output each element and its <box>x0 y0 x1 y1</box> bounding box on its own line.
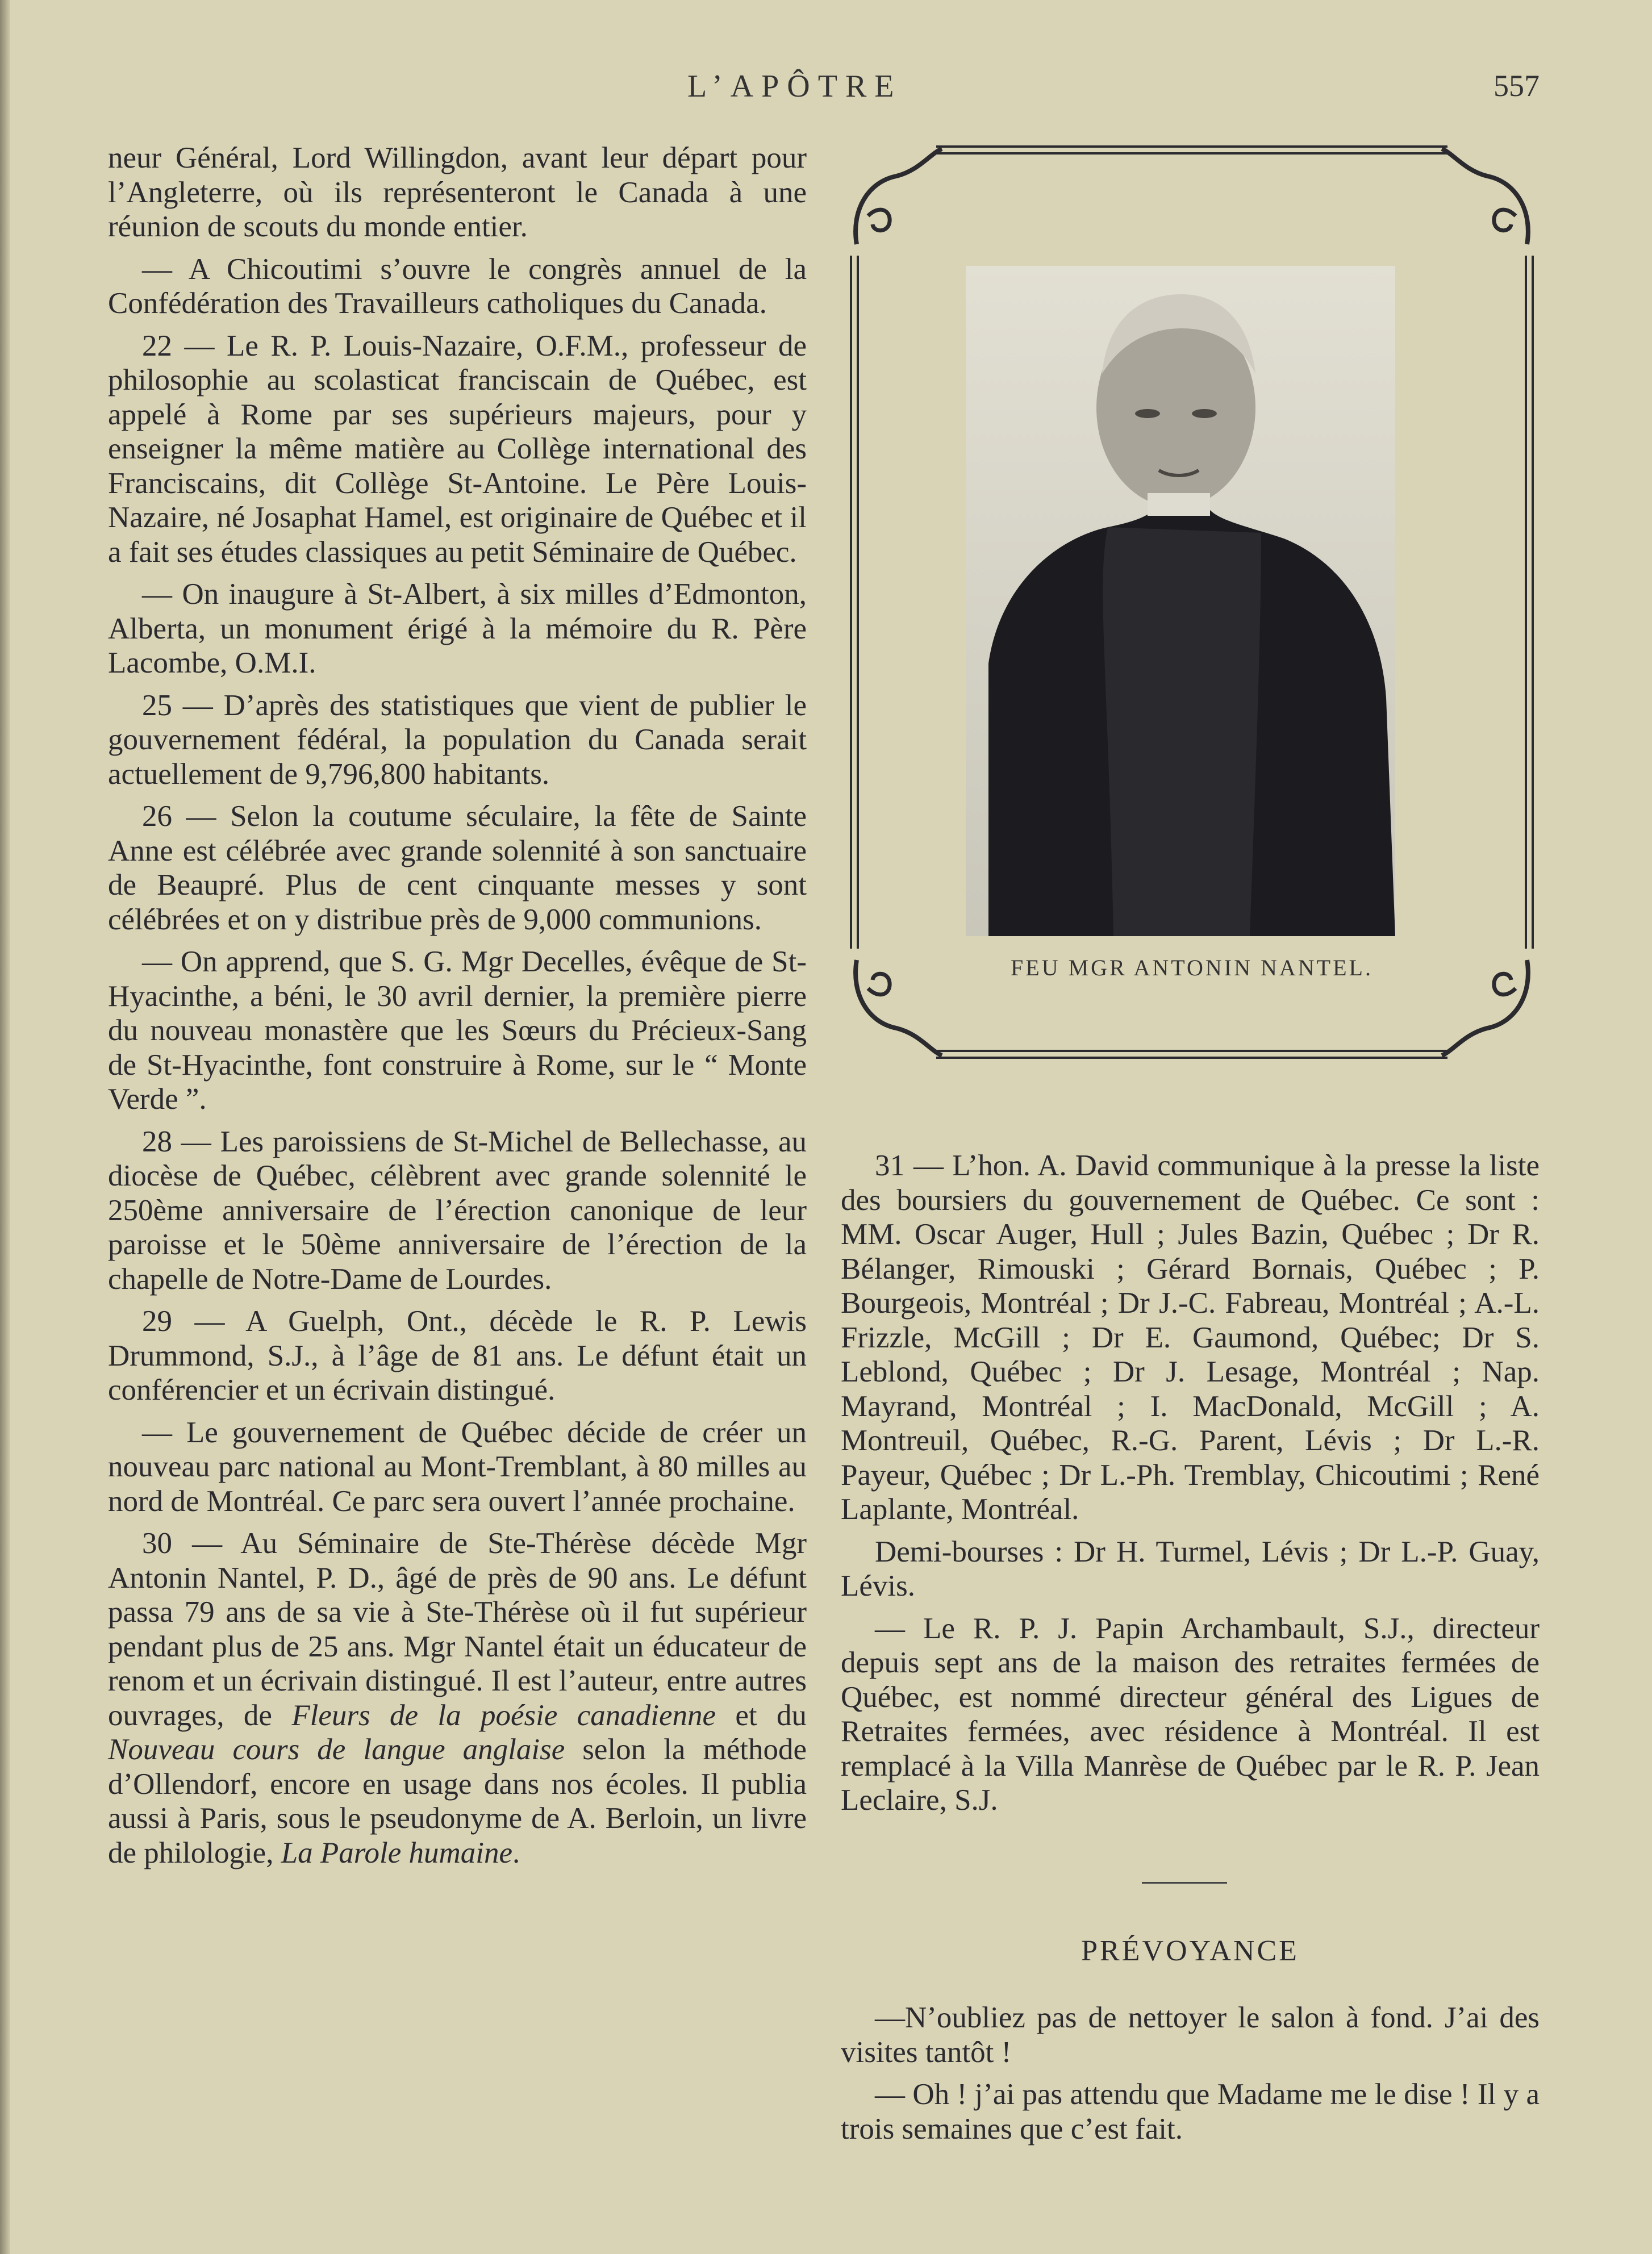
paragraph: Demi-bourses : Dr H. Turmel, Lévis ; Dr L.-P. Guay, Lévis. <box>841 1535 1540 1602</box>
dialogue-line: — Oh ! j’ai pas attendu que Madame me le dise ! Il y a trois semaines que c’est fait. <box>841 2078 1540 2146</box>
book-title: Fleurs de la poésie canadienne <box>291 1698 716 1732</box>
paragraph: 28 — Les paroissiens de St-Michel de Bellechasse, au diocèse de Québec, célèbrent avec grande solennité le 250ème anniversaire de l’érection canonique de leur paroisse et le 50ème anniversaire de l’érection de la chapelle de Notre-Dame de Lourdes. <box>108 1125 807 1296</box>
left-column <box>108 141 807 1878</box>
book-title: Nouveau cours de langue anglaise <box>108 1733 565 1766</box>
paragraph: — On apprend, que S. G. Mgr Decelles, évêque de St-Hyacinthe, a béni, le 30 avril dernier, la première pierre du nouveau monastère que les Sœurs du Précieux-Sang de St-Hyacinthe, font construire à Rome, sur le “ Monte Verde ”. <box>108 945 807 1116</box>
paragraph: — Le gouvernement de Québec décide de créer un nouveau parc national au Mont-Tremblant, à 80 milles au nord de Montréal. Ce parc sera ouvert l’année prochaine. <box>108 1416 807 1518</box>
paragraph: 29 — A Guelph, Ont., décède le R. P. Lewis Drummond, S.J., à l’âge de 81 ans. Le défunt était un conférencier et un écrivain distingué. <box>108 1305 807 1406</box>
section-heading: PRÉVOYANCE <box>1081 1935 1299 1967</box>
paragraph: 26 — Selon la coutume séculaire, la fête de Sainte Anne est célébrée avec grande solennité à son sanctuaire de Beaupré. Plus de cent cinquante messes y sont célébrées et on y distribue près de 9,000 communions. <box>108 800 807 936</box>
page-binding-edge <box>0 0 10 2254</box>
running-title: L’APÔTRE <box>687 69 902 104</box>
paragraph: — A Chicoutimi s’ouvre le congrès annuel de la Confédération des Travailleurs catholiques du Canada. <box>108 252 807 320</box>
paragraph: — Le R. P. J. Papin Archambault, S.J., directeur depuis sept ans de la maison des retraites fermées de Québec, est nommé directeur général des Ligues de Retraites fermées, avec résidence à Montréal. Il est remplacé à la Villa Manrèse de Québec par le R. P. Jean Leclaire, S.J. <box>841 1612 1540 1817</box>
portrait-photo <box>966 266 1395 936</box>
portrait-figure <box>966 266 1395 936</box>
paragraph: neur Général, Lord Willingdon, avant leur départ pour l’Angleterre, où ils représenteront le Canada à une réunion de scouts du monde entier. <box>108 141 807 243</box>
paragraph: — On inaugure à St-Albert, à six milles d’Edmonton, Alberta, un monument érigé à la mémoire du R. Père Lacombe, O.M.I. <box>108 578 807 679</box>
page-header <box>653 62 1540 108</box>
page-number: 557 <box>1494 69 1540 103</box>
portrait-frame <box>845 142 1538 1068</box>
paragraph-nantel <box>108 1526 807 1870</box>
text-run: selon la méthode d’Ollendorf, encore en usage dans nos écoles. Il publia aussi à Paris, sous le pseudonyme de A. Berloin, un livre de philologie, <box>108 1733 807 1869</box>
text-run: . <box>512 1836 520 1869</box>
text-run: 30 — Au Séminaire de Ste-Thérèse décède Mgr Antonin Nantel, P. D., âgé de près de 90 ans. Le défunt passa 79 ans de sa vie à Ste-Thérèse où il fut supérieur pendant plus de 25 ans. Mgr Nantel était un éducateur de renom et un écrivain distingué. Il est l’auteur, entre autres ouvrages, de <box>108 1527 807 1732</box>
portrait-caption: FEU MGR ANTONIN NANTEL. <box>1011 955 1373 980</box>
dialogue-line: —N’oubliez pas de nettoyer le salon à fond. J’ai des visites tantôt ! <box>841 2001 1540 2069</box>
right-column <box>841 1149 1540 1826</box>
paragraph: 22 — Le R. P. Louis-Nazaire, O.F.M., professeur de philosophie au scolasticat franciscain de Québec, est appelé à Rome par ses supérieurs majeurs, pour y enseigner la même matière au Collège international des Franciscains, dit Collège St-Antoine. Le Père Louis-Nazaire, né Josaphat Hamel, est originaire de Québec et il a fait ses études classiques au petit Séminaire de Québec. <box>108 329 807 569</box>
section-divider <box>1142 1882 1227 1884</box>
paragraph: 31 — L’hon. A. David communique à la presse la liste des boursiers du gouvernement de Québec. Ce sont : MM. Oscar Auger, Hull ; Jules Bazin, Québec ; Dr R. Bélanger, Rimouski ; Gérard Bornais, Québec ; P. Bourgeois, Montréal ; Dr J.-C. Fabreau, Montréal ; A.-L. Frizzle, McGill ; Dr E. Gaumond, Québec; Dr S. Leblond, Québec ; Dr J. Lesage, Montréal ; Nap. Mayrand, Montréal ; I. MacDonald, McGill ; A. Montreuil, Québec, R.-G. Parent, Lévis ; Dr L.-R. Payeur, Québec ; Dr L.-Ph. Tremblay, Chicoutimi ; René Laplante, Montréal. <box>841 1149 1540 1526</box>
text-run: et du <box>716 1698 807 1732</box>
book-title: La Parole humaine <box>281 1836 512 1869</box>
paragraph: 25 — D’après des statistiques que vient de publier le gouvernement fédéral, la population du Canada serait actuellement de 9,796,800 habitants. <box>108 688 807 791</box>
joke-column <box>841 2001 1540 2154</box>
